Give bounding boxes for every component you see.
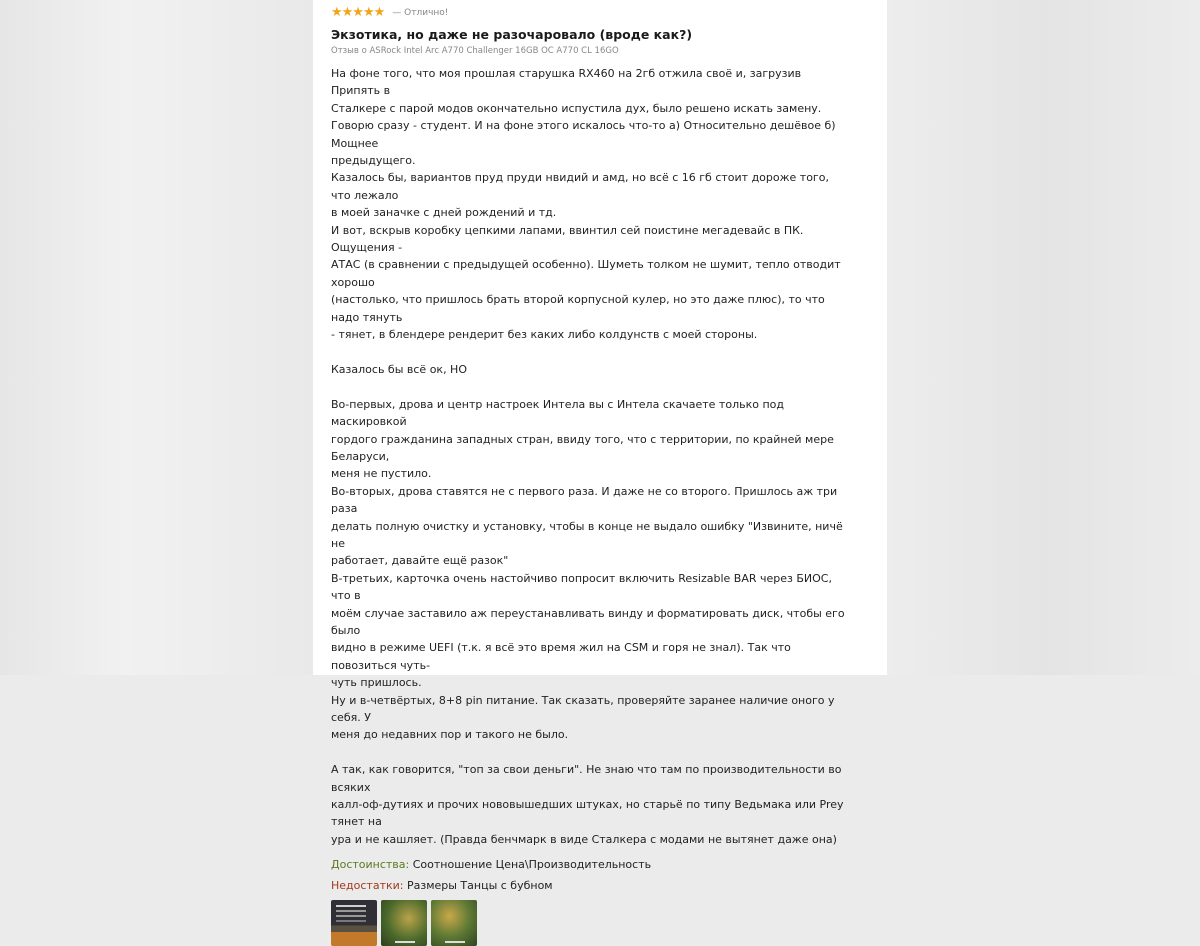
rating-text: — Отлично! [392,8,449,18]
review-line: чуть пришлось. [331,676,422,690]
paragraph-gap [331,744,851,761]
photo-thumbnail[interactable] [431,900,477,946]
cons-label: Недостатки: [331,879,404,893]
review-line: Казалось бы всё ок, НО [331,362,467,376]
photo-thumbnail[interactable] [331,900,377,946]
review-line: предыдущего. [331,154,416,168]
review-card [313,0,887,893]
review-line: На фоне того, что моя прошлая старушка RX460 на 2гб отжила своё и, загрузив Припять в [331,67,802,98]
review-line: ура и не кашляет. (Правда бенчмарк в виде Сталкера с модами не вытянет даже она) [331,832,837,846]
review-product-link[interactable]: Отзыв о ASRock Intel Arc A770 Challenger 16GB OC A770 CL 16GO [331,46,619,56]
photo-gallery [331,900,887,946]
background-right [887,0,1200,675]
review-title: Экзотика, но даже не разочаровало (вроде как?) [331,27,693,42]
review-line: гордого гражданина западных стран, ввиду того, что с территории, по крайней мере Беларуси, [331,432,834,463]
review-body [331,65,851,848]
review-line: калл-оф-дутиях и прочих нововышедших штуках, но старьё по типу Ведьмака или Prey тянет на [331,798,844,829]
review-line: (настолько, что пришлось брать второй корпусной кулер, но это даже плюс), то что надо тянуть [331,293,825,324]
pros [331,858,887,871]
review-line: Сталкере с парой модов окончательно испустила дух, было решено искать замену. [331,101,822,115]
background-left [0,0,313,675]
review-line: - тянет, в блендере рендерит без каких либо колдунств с моей стороны. [331,328,758,342]
review-line: Во-первых, дрова и центр настроек Интела вы с Интела скачаете только под маскировкой [331,397,784,429]
review-line: работает, давайте ещё разок" [331,554,509,568]
cons [331,879,887,892]
review-line: видно в режиме UEFI (т.к. я всё это время жил на CSM и горя не знал). Так что повозиться чуть- [331,641,791,672]
paragraph-gap [331,378,851,395]
review-line: АТАС (в сравнении с предыдущей особенно). Шуметь толком не шумит, тепло отводит хорошо [331,258,841,289]
review-line: Во-вторых, дрова ставятся не с первого раза. И даже не со второго. Пришлось аж три раза [331,484,838,516]
review-line: А так, как говорится, "топ за свои деньги". Не знаю что там по производительности во всяких [331,763,842,794]
pros-label: Достоинства: [331,858,410,872]
review-line: В-третьих, карточка очень настойчиво попросит включить Resizable BAR через БИОС, что в [331,571,832,603]
paragraph-gap [331,344,851,361]
cons-text: Размеры Танцы с бубном [403,879,553,893]
star-rating: ★★★★★ [331,5,385,20]
review-line: в моей заначке с дней рождений и тд. [331,206,557,220]
review-line: моём случае заставило аж переустанавливать винду и форматировать диск, чтобы его было [331,606,845,637]
review-line: делать полную очистку и установку, чтобы в конце не выдало ошибку "Извините, ничё не [331,519,843,550]
review-line: Говорю сразу - студент. И на фоне этого искалось что-то а) Относительно дешёвое б) Мощнее [331,119,836,150]
review-line: меня не пустило. [331,467,432,481]
photo-thumbnail[interactable] [381,900,427,946]
review-line: Казалось бы, вариантов пруд пруди нвидий и амд, но всё с 16 гб стоит дороже того, что лежало [331,171,829,202]
review-line: И вот, вскрыв коробку цепкими лапами, ввинтил сей поистине мегадевайс в ПК. Ощущения - [331,223,804,255]
review-line: меня до недавних пор и такого не было. [331,728,569,742]
pros-text: Соотношение Цена\Производительность [409,858,652,872]
rating-row [331,6,887,20]
review-line: Ну и в-четвёртых, 8+8 pin питание. Так сказать, проверяйте заранее наличие оного у себя. У [331,693,835,724]
